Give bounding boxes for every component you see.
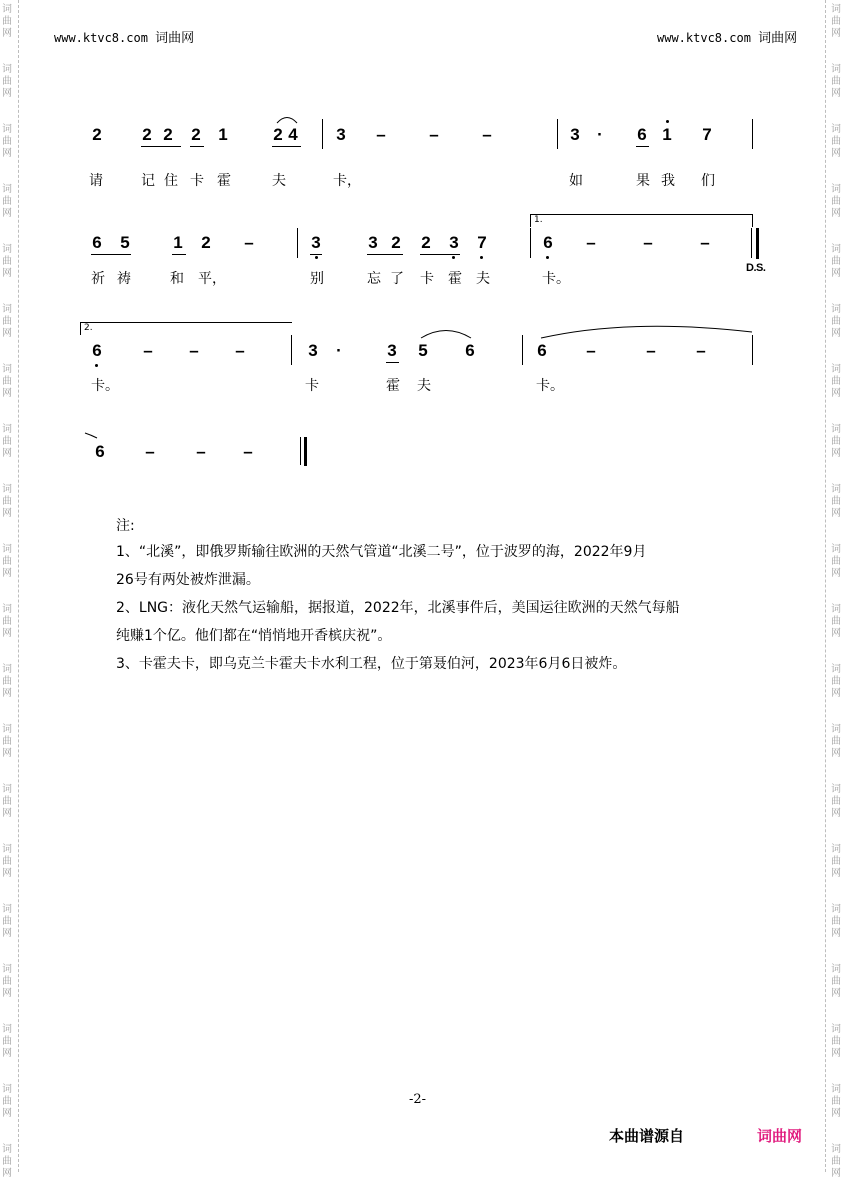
watermark-char: 网: [2, 568, 12, 579]
lyric: 卡: [305, 378, 319, 394]
watermark-char: 网: [831, 928, 841, 939]
watermark-char: 曲: [831, 556, 841, 567]
watermark-char: 词: [2, 424, 12, 435]
watermark-char: 曲: [2, 496, 12, 507]
watermark-char: 曲: [831, 916, 841, 927]
underline: [190, 146, 204, 147]
note: 2: [191, 125, 201, 144]
watermark-char: 曲: [831, 136, 841, 147]
watermark-char: 曲: [2, 916, 12, 927]
watermark-char: 网: [831, 328, 841, 339]
watermark-char: 词: [831, 964, 841, 975]
note: 3: [311, 233, 321, 252]
note: 6: [92, 233, 102, 252]
watermark-char: 曲: [831, 256, 841, 267]
watermark-char: 网: [831, 748, 841, 759]
note: 3: [308, 341, 318, 360]
watermark-char: 网: [831, 688, 841, 699]
watermark-char: 词: [2, 4, 12, 15]
watermark-char: 曲: [2, 256, 12, 267]
lyric: 果: [636, 173, 650, 189]
watermark-char: 词: [831, 904, 841, 915]
watermark-char: 曲: [831, 976, 841, 987]
watermark-char: 词: [2, 964, 12, 975]
watermark-char: 词: [2, 844, 12, 855]
slur: [420, 327, 472, 339]
lyric: 祷: [117, 271, 131, 287]
watermark-char: 词: [831, 544, 841, 555]
watermark-char: 网: [2, 1168, 12, 1179]
watermark-char: 网: [831, 808, 841, 819]
watermark-char: 词: [831, 244, 841, 255]
watermark-char: 网: [831, 1048, 841, 1059]
note: 1: [662, 125, 672, 144]
barline: [297, 228, 298, 258]
lyric: 祈: [91, 271, 105, 287]
watermark-char: 词: [2, 544, 12, 555]
watermark-char: 词: [2, 244, 12, 255]
watermark-char: 网: [2, 808, 12, 819]
source-label: 本曲谱源自: [609, 1127, 685, 1145]
note: –: [429, 125, 439, 144]
underline: [420, 254, 460, 255]
watermark-char: 曲: [2, 436, 12, 447]
watermark-char: 曲: [2, 736, 12, 747]
lyric: 卡，: [333, 173, 361, 189]
watermark-char: 网: [2, 268, 12, 279]
lyric: 夫: [417, 378, 431, 394]
dot-extension: ·: [336, 341, 342, 360]
watermark-char: 曲: [831, 616, 841, 627]
note: –: [482, 125, 492, 144]
watermark-char: 曲: [2, 1156, 12, 1167]
watermark-char: 曲: [2, 76, 12, 87]
note: 1: [173, 233, 183, 252]
note: 6: [637, 125, 647, 144]
lyric: 夫: [272, 173, 286, 189]
note: –: [235, 341, 245, 360]
header-left: [54, 27, 194, 46]
watermark-char: 曲: [2, 376, 12, 387]
note: –: [586, 341, 596, 360]
watermark-char: 网: [831, 268, 841, 279]
watermark-char: 曲: [2, 136, 12, 147]
watermark-char: 词: [2, 904, 12, 915]
low-octave-dot: [315, 256, 318, 259]
watermark-char: 词: [831, 64, 841, 75]
note-line: 1、“北溪”，即俄罗斯输往欧洲的天然气管道“北溪二号”，位于波罗的海，2022年9月: [116, 544, 647, 560]
watermark-char: 曲: [2, 616, 12, 627]
watermark-char: 网: [2, 508, 12, 519]
final-barline-thin: [751, 228, 752, 258]
watermark-char: 网: [2, 448, 12, 459]
note: 2: [273, 125, 283, 144]
volta-bracket-2: [80, 322, 292, 335]
watermark-char: 词: [831, 664, 841, 675]
note: 3: [387, 341, 397, 360]
watermark-char: 词: [2, 304, 12, 315]
watermark-char: 曲: [831, 496, 841, 507]
lyric: 我: [661, 173, 675, 189]
watermark-char: 词: [2, 1024, 12, 1035]
note: –: [376, 125, 386, 144]
watermark-char: 词: [2, 64, 12, 75]
header-left-site: 词曲网: [155, 31, 195, 46]
low-octave-dot: [95, 364, 98, 367]
watermark-char: 词: [831, 364, 841, 375]
barline: [752, 119, 753, 149]
final-barline-thick: [304, 437, 307, 466]
watermark-char: 网: [831, 208, 841, 219]
barline: [752, 335, 753, 365]
header-left-url[interactable]: www.ktvc8.com: [54, 31, 148, 45]
watermark-char: 词: [2, 724, 12, 735]
watermark-char: 曲: [2, 1096, 12, 1107]
final-barline-thick: [756, 228, 759, 259]
watermark-char: 曲: [831, 436, 841, 447]
watermark-char: 曲: [831, 676, 841, 687]
lyric: 了: [390, 271, 404, 287]
watermark-char: 曲: [2, 856, 12, 867]
note: 6: [92, 341, 102, 360]
header-right: [657, 27, 797, 46]
note-line: 26号有两处被炸泄漏。: [116, 572, 260, 588]
watermark-char: 词: [831, 784, 841, 795]
slur: [276, 114, 298, 124]
note: 7: [702, 125, 712, 144]
note: 3: [336, 125, 346, 144]
note-line: 3、卡霍夫卡，即乌克兰卡霍夫卡水利工程，位于第聂伯河，2023年6月6日被炸。: [116, 656, 627, 672]
lyric: 霍: [448, 271, 462, 287]
watermark-char: 网: [831, 148, 841, 159]
lyric: 别: [310, 271, 324, 287]
watermark-char: 曲: [831, 16, 841, 27]
note: –: [243, 442, 253, 461]
ds-mark: D.S.: [746, 262, 766, 274]
watermark-char: 网: [2, 928, 12, 939]
watermark-char: 曲: [2, 676, 12, 687]
note: 4: [288, 125, 298, 144]
watermark-char: 词: [2, 664, 12, 675]
lyric: 请: [89, 173, 103, 189]
watermark-char: 曲: [2, 796, 12, 807]
note: 2: [421, 233, 431, 252]
volta-bracket-1: [530, 214, 753, 227]
note: 6: [537, 341, 547, 360]
lyric: 忘: [367, 271, 381, 287]
watermark-char: 网: [831, 568, 841, 579]
watermark-char: 词: [831, 304, 841, 315]
watermark-char: 曲: [2, 316, 12, 327]
watermark-char: 网: [831, 868, 841, 879]
note: 2: [163, 125, 173, 144]
note: 3: [449, 233, 459, 252]
watermark-char: 词: [831, 184, 841, 195]
watermark-char: 网: [2, 28, 12, 39]
page-number: -2-: [409, 1092, 427, 1107]
watermark-char: 网: [831, 448, 841, 459]
note: 6: [543, 233, 553, 252]
lyric: 们: [701, 173, 715, 189]
watermark-char: 词: [831, 1084, 841, 1095]
watermark-char: 词: [2, 124, 12, 135]
final-barline-thin: [300, 437, 301, 465]
barline: [322, 119, 323, 149]
watermark-char: 曲: [831, 736, 841, 747]
watermark-char: 曲: [831, 856, 841, 867]
watermark-char: 网: [2, 148, 12, 159]
note: –: [244, 233, 254, 252]
underline: [310, 254, 322, 255]
watermark-char: 词: [2, 1144, 12, 1155]
watermark-char: 网: [831, 88, 841, 99]
note: 6: [95, 442, 105, 461]
watermark-char: 网: [2, 1048, 12, 1059]
lyric: 记: [141, 173, 155, 189]
barline: [530, 228, 531, 258]
note: –: [696, 341, 706, 360]
low-octave-dot: [480, 256, 483, 259]
watermark-char: 词: [831, 844, 841, 855]
note-line: 纯赚1个亿。他们都在“悄悄地开香槟庆祝”。: [116, 628, 392, 644]
note: –: [643, 233, 653, 252]
header-right-site: 词曲网: [758, 31, 798, 46]
barline: [557, 119, 558, 149]
note: –: [646, 341, 656, 360]
watermark-char: 词: [2, 484, 12, 495]
underline: [386, 362, 399, 363]
note: –: [586, 233, 596, 252]
watermark-char: 词: [2, 604, 12, 615]
watermark-char: 网: [2, 208, 12, 219]
underline: [141, 146, 181, 147]
header-right-url[interactable]: www.ktvc8.com: [657, 31, 751, 45]
lyric: 卡: [190, 173, 204, 189]
source-site-link[interactable]: 词曲网: [757, 1127, 803, 1145]
watermark-char: 网: [831, 988, 841, 999]
note: 5: [120, 233, 130, 252]
watermark-char: 词: [2, 784, 12, 795]
watermark-char: 网: [2, 868, 12, 879]
note: –: [145, 442, 155, 461]
watermark-char: 词: [831, 4, 841, 15]
watermark-char: 曲: [831, 196, 841, 207]
note: 2: [92, 125, 102, 144]
volta-label: 2.: [84, 323, 93, 333]
note: –: [143, 341, 153, 360]
watermark-char: 网: [2, 748, 12, 759]
watermark-char: 曲: [831, 1036, 841, 1047]
note: 3: [368, 233, 378, 252]
watermark-char: 网: [2, 388, 12, 399]
right-watermark-strip: [829, 0, 843, 1179]
low-octave-dot: [546, 256, 549, 259]
lyric: 住: [164, 173, 178, 189]
watermark-char: 网: [831, 1168, 841, 1179]
lyric: 霍: [217, 173, 231, 189]
lyric: 夫: [476, 271, 490, 287]
watermark-char: 网: [831, 628, 841, 639]
high-octave-dot: [666, 120, 669, 123]
watermark-char: 曲: [2, 16, 12, 27]
note: 6: [465, 341, 475, 360]
watermark-char: 曲: [831, 76, 841, 87]
watermark-char: 词: [831, 424, 841, 435]
watermark-char: 网: [2, 988, 12, 999]
watermark-char: 曲: [831, 316, 841, 327]
tie: [540, 322, 754, 340]
low-octave-dot: [452, 256, 455, 259]
watermark-char: 网: [2, 328, 12, 339]
note: 2: [201, 233, 211, 252]
lyric: 卡。: [536, 378, 564, 394]
watermark-char: 网: [2, 628, 12, 639]
watermark-char: 词: [2, 1084, 12, 1095]
lyric: 如: [569, 173, 583, 189]
lyric: 卡。: [542, 271, 570, 287]
watermark-char: 曲: [831, 1156, 841, 1167]
underline: [272, 146, 301, 147]
note: –: [700, 233, 710, 252]
watermark-char: 曲: [2, 1036, 12, 1047]
watermark-char: 词: [831, 1024, 841, 1035]
underline: [172, 254, 186, 255]
note: 7: [477, 233, 487, 252]
underline: [636, 146, 649, 147]
watermark-char: 曲: [831, 1096, 841, 1107]
watermark-char: 曲: [2, 196, 12, 207]
note: 3: [570, 125, 580, 144]
note: 2: [142, 125, 152, 144]
watermark-char: 网: [2, 1108, 12, 1119]
watermark-char: 网: [831, 1108, 841, 1119]
watermark-char: 网: [831, 388, 841, 399]
lyric: 平，: [198, 271, 226, 287]
note: –: [189, 341, 199, 360]
lyric: 卡。: [91, 378, 119, 394]
watermark-char: 曲: [831, 796, 841, 807]
note: 5: [418, 341, 428, 360]
watermark-char: 网: [831, 508, 841, 519]
tie-continuation: [84, 432, 98, 440]
watermark-char: 词: [831, 724, 841, 735]
watermark-char: 词: [831, 124, 841, 135]
watermark-char: 曲: [2, 556, 12, 567]
watermark-char: 词: [2, 184, 12, 195]
dot-extension: ·: [597, 125, 603, 144]
barline: [291, 335, 292, 365]
lyric: 卡: [420, 271, 434, 287]
lyric: 和: [170, 271, 184, 287]
note-line: 2、LNG：液化天然气运输船，据报道，2022年，北溪事件后，美国运往欧洲的天然气每船: [116, 600, 680, 616]
watermark-char: 曲: [2, 976, 12, 987]
underline: [91, 254, 131, 255]
note: –: [196, 442, 206, 461]
lyric: 霍: [386, 378, 400, 394]
watermark-char: 网: [2, 88, 12, 99]
watermark-char: 词: [2, 364, 12, 375]
note: 1: [218, 125, 228, 144]
notes-title: 注:: [116, 518, 135, 534]
underline: [367, 254, 403, 255]
watermark-char: 网: [831, 28, 841, 39]
watermark-char: 曲: [831, 376, 841, 387]
left-watermark-strip: [0, 0, 14, 1179]
volta-label: 1.: [534, 215, 543, 225]
barline: [522, 335, 523, 365]
watermark-char: 词: [831, 604, 841, 615]
watermark-char: 词: [831, 484, 841, 495]
note: 2: [391, 233, 401, 252]
watermark-char: 词: [831, 1144, 841, 1155]
watermark-char: 网: [2, 688, 12, 699]
